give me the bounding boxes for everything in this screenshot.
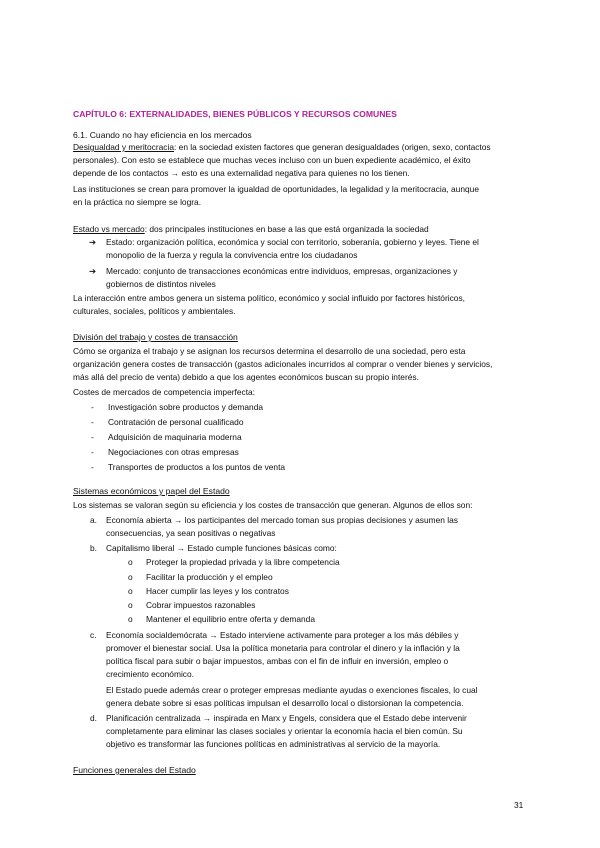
bullet-estado: Estado: organización política, económica y social con territorio, soberanía, gobierno y leyes. Tiene el [106, 237, 479, 247]
list-item-c-cont: promover el bienestar social. Usa la política monetaria para controlar el dinero y la inflación y la [106, 643, 460, 653]
list-item-c-cont: política fiscal para subir o bajar impuestos, ambas con el fin de influir en inversión, empleo o [106, 656, 449, 666]
paragraph-line: Cómo se organiza el trabajo y se asignan los recursos determina el desarrollo de una sociedad, pero esta [73, 346, 466, 356]
list-item-c-cont: crecimiento económico. [106, 669, 194, 679]
sub-list-item: Proteger la propiedad privada y la libre competencia [146, 557, 340, 567]
sub-list-item: Facilitar la producción y el empleo [146, 572, 273, 582]
paragraph-line: organización genera costes de transacción (gastos adicionales incurridos al comprar o vender bienes y servicios, [73, 359, 493, 369]
term-estado-vs-mercado: Estado vs mercado [73, 224, 145, 234]
list-item-d-cont: objetivo es transformar las funciones políticas en administrativas al servicio de la mayoría. [106, 739, 441, 749]
dash-bullet: - [91, 432, 94, 442]
list-item-c-cont: genera debate sobre si esas políticas impulsan el desarrollo local o distorsionan la competencia. [106, 698, 464, 708]
paragraph-line: La interacción entre ambos genera un sistema político, económico y social influido por factores históricos, [73, 293, 465, 303]
paragraph-line: culturales, sociales, políticos y ambientales. [73, 306, 236, 316]
list-item: Transportes de productos a los puntos de venta [108, 462, 286, 472]
sub-list-item: Mantener el equilibrio entre oferta y demanda [146, 614, 315, 624]
paragraph-estado-intro: Estado vs mercado: dos principales instituciones en base a las que está organizada la sociedad [73, 224, 429, 234]
list-item: Negociaciones con otras empresas [108, 447, 239, 457]
list-item-d-cont: completamente para eliminar las clases sociales y orientar la economía hacia el bien común. Su [106, 726, 463, 736]
list-item-a-cont: consecuencias, ya sean positivas o negativas [106, 528, 276, 538]
list-item-b: Capitalismo liberal → Estado cumple funciones básicas como: [106, 543, 337, 553]
arrow-bullet-icon: ➔ [89, 237, 97, 247]
list-marker-a: a. [90, 515, 97, 525]
paragraph-line: en la práctica no siempre se logra. [73, 197, 202, 207]
subsection-heading-division: División del trabajo y costes de transacción [73, 332, 238, 342]
dash-bullet: - [91, 462, 94, 472]
circle-bullet: o [128, 614, 133, 624]
dash-bullet: - [91, 402, 94, 412]
bullet-mercado: Mercado: conjunto de transacciones económicas entre individuos, empresas, organizaciones y [106, 266, 458, 276]
list-item-a: Economía abierta → los participantes del mercado toman sus propias decisiones y asumen las [106, 515, 458, 525]
arrow-bullet-icon: ➔ [89, 266, 97, 276]
circle-bullet: o [128, 557, 133, 567]
list-marker-d: d. [90, 713, 97, 723]
list-item: Contratación de personal cualificado [108, 417, 244, 427]
section-heading-6-1: 6.1. Cuando no hay eficiencia en los mercados [73, 130, 252, 140]
bullet-estado-cont: monopolio de la fuerza y regula la convivencia entre los ciudadanos [106, 250, 358, 260]
paragraph-line: personales). Con esto se establece que muchas veces incluso con un buen expediente académico, el éxito [73, 155, 471, 165]
sub-list-item: Cobrar impuestos razonables [146, 600, 256, 610]
bullet-mercado-cont: gobiernos de distintos niveles [106, 279, 216, 289]
circle-bullet: o [128, 586, 133, 596]
paragraph-line: más allá del precio de venta) debido a que los agentes económicos buscan su propio interés. [73, 372, 419, 382]
term-desigualdad: Desigualdad y meritocracia [73, 142, 175, 152]
dash-bullet: - [91, 447, 94, 457]
paragraph-desigualdad: Desigualdad y meritocracia: en la sociedad existen factores que generan desigualdades (origen, sexo, contactos [73, 142, 491, 152]
list-item: Investigación sobre productos y demanda [108, 402, 264, 412]
paragraph-sistemas-intro: Los sistemas se valoran según su eficiencia y los costes de transacción que generan. Algunos de ellos son: [73, 500, 473, 510]
list-item-c-cont: El Estado puede además crear o proteger empresas mediante ayudas o exenciones fiscales, lo cual [106, 685, 478, 695]
chapter-title: CAPÍTULO 6: EXTERNALIDADES, BIENES PÚBLICOS Y RECURSOS COMUNES [73, 109, 397, 119]
list-marker-b: b. [90, 543, 97, 553]
costes-title: Costes de mercados de competencia imperfecta: [73, 387, 256, 397]
subsection-heading-funciones: Funciones generales del Estado [73, 765, 196, 775]
list-item-c: Economía socialdemócrata → Estado interviene activamente para proteger a los más débiles y [106, 630, 459, 640]
list-item: Adquisición de maquinaria moderna [108, 432, 242, 442]
list-item-d: Planificación centralizada → inspirada en Marx y Engels, considera que el Estado debe intervenir [106, 713, 467, 723]
circle-bullet: o [128, 572, 133, 582]
paragraph-line: depende de los contactos → esto es una externalidad negativa para quienes no los tienen. [73, 168, 410, 178]
dash-bullet: - [91, 417, 94, 427]
page-number: 31 [514, 800, 524, 810]
sub-list-item: Hacer cumplir las leyes y los contratos [146, 586, 289, 596]
list-marker-c: c. [90, 630, 97, 640]
circle-bullet: o [128, 600, 133, 610]
paragraph-line: Las instituciones se crean para promover la igualdad de oportunidades, la legalidad y la meritocracia, aunque [73, 184, 479, 194]
subsection-heading-sistemas: Sistemas económicos y papel del Estado [73, 486, 230, 496]
